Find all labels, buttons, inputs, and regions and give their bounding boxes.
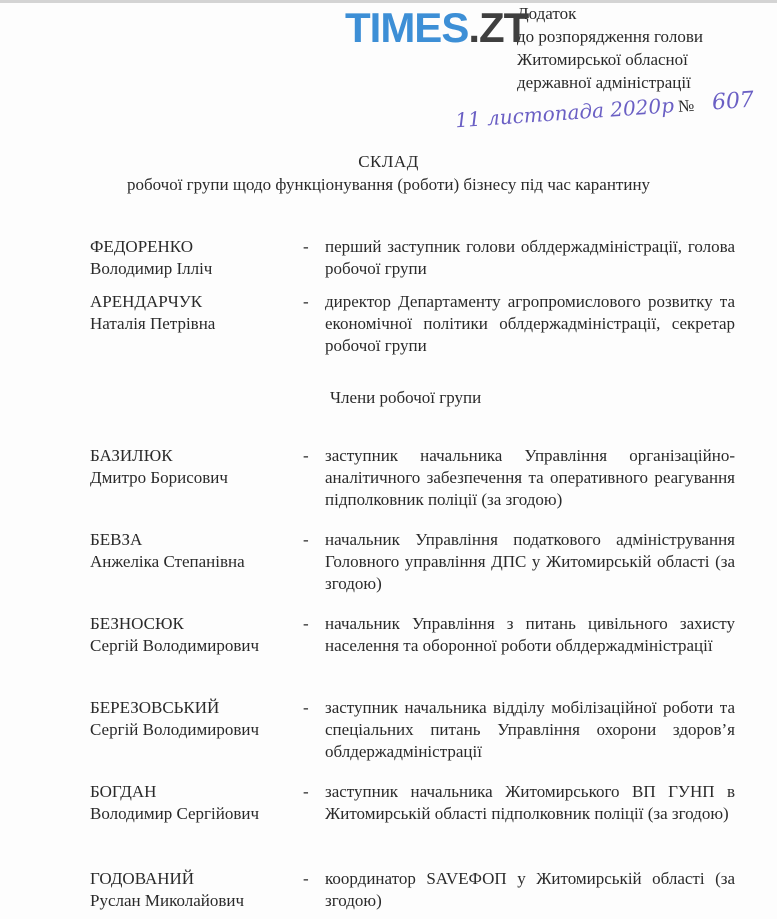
dash: - xyxy=(303,237,309,256)
document-title xyxy=(0,150,777,196)
surname: БОГДАН xyxy=(90,782,157,801)
position-description: начальник Управління з питань цивільного захисту населення та оборонної роботи облдержадміністрації xyxy=(325,614,735,655)
handwritten-date: 11 листопада 2020р xyxy=(454,93,675,133)
appendix-header xyxy=(517,2,703,94)
person-entry xyxy=(90,697,735,763)
members-heading: Члени робочої групи xyxy=(330,388,482,407)
dash: - xyxy=(303,292,309,311)
person-entry xyxy=(90,445,735,511)
dash: - xyxy=(303,782,309,801)
person-name xyxy=(90,781,303,825)
position-description: перший заступник голови облдержадміністрації, голова робочої групи xyxy=(325,237,735,278)
surname: АРЕНДАРЧУК xyxy=(90,292,203,311)
person-entry xyxy=(90,781,735,825)
position-description: директор Департаменту агропромислового розвитку та економічної політики облдержадміністрації, секретар робочої групи xyxy=(325,292,735,355)
surname: БЕВЗА xyxy=(90,530,143,549)
header-line: до розпорядження голови xyxy=(517,27,703,46)
person-name xyxy=(90,868,303,912)
person-name xyxy=(90,697,303,763)
position-description: заступник начальника Житомирського ВП ГУНП в Житомирській області підполковник поліції (за згодою) xyxy=(325,782,735,823)
watermark-part2: .ZT xyxy=(468,4,529,51)
surname: ФЕДОРЕНКО xyxy=(90,237,193,256)
title-subtitle: робочої групи щодо функціонування (роботи) бізнесу під час карантину xyxy=(126,175,651,194)
person-name xyxy=(90,445,303,511)
surname: БАЗИЛЮК xyxy=(90,446,173,465)
header-line: державної адміністрації xyxy=(517,73,691,92)
given-name: Володимир Ілліч xyxy=(90,259,213,278)
header-line: Житомирської обласної xyxy=(517,50,688,69)
given-name: Дмитро Борисович xyxy=(90,468,228,487)
surname: ГОДОВАНИЙ xyxy=(90,869,195,888)
surname: БЕРЕЗОВСЬКИЙ xyxy=(90,698,220,717)
person-entry xyxy=(90,529,735,595)
dash: - xyxy=(303,869,309,888)
person-entry xyxy=(90,291,735,357)
given-name: Володимир Сергійович xyxy=(90,804,260,823)
handwritten-date-number xyxy=(454,88,754,135)
dash: - xyxy=(303,614,309,633)
position-description: заступник начальника Управління організаційно-аналітичного забезпечення та оперативного реагування підполковник поліції (за згодою) xyxy=(325,446,735,509)
position-description: начальник Управління податкового адміністрування Головного управління ДПС у Житомирській області (за згодою) xyxy=(325,530,735,593)
handwritten-number: 607 xyxy=(711,87,755,116)
given-name: Сергій Володимирович xyxy=(90,720,260,739)
given-name: Наталія Петрівна xyxy=(90,314,216,333)
person-name xyxy=(90,613,303,657)
position-description: координатор SAVEФОП у Житомирській області (за згодою) xyxy=(325,869,735,910)
person-entry xyxy=(90,868,735,912)
position-description: заступник начальника відділу мобілізаційної роботи та спеціальних питань Управління охорони здоров’я облдержадміністрації xyxy=(325,698,735,761)
person-name xyxy=(90,236,303,280)
given-name: Анжеліка Степанівна xyxy=(90,552,245,571)
watermark-logo xyxy=(345,6,528,50)
header-line: Додаток xyxy=(517,4,577,23)
dash: - xyxy=(303,446,309,465)
given-name: Руслан Миколайович xyxy=(90,891,245,910)
surname: БЕЗНОСЮК xyxy=(90,614,184,633)
dash: - xyxy=(303,698,309,717)
watermark-part1: TIMES xyxy=(345,4,469,51)
person-name xyxy=(90,291,303,357)
person-entry xyxy=(90,236,735,280)
dash: - xyxy=(303,530,309,549)
person-name xyxy=(90,529,303,595)
number-label: № xyxy=(677,95,695,116)
given-name: Сергій Володимирович xyxy=(90,636,260,655)
person-entry xyxy=(90,613,735,657)
title-main: СКЛАД xyxy=(358,152,419,171)
